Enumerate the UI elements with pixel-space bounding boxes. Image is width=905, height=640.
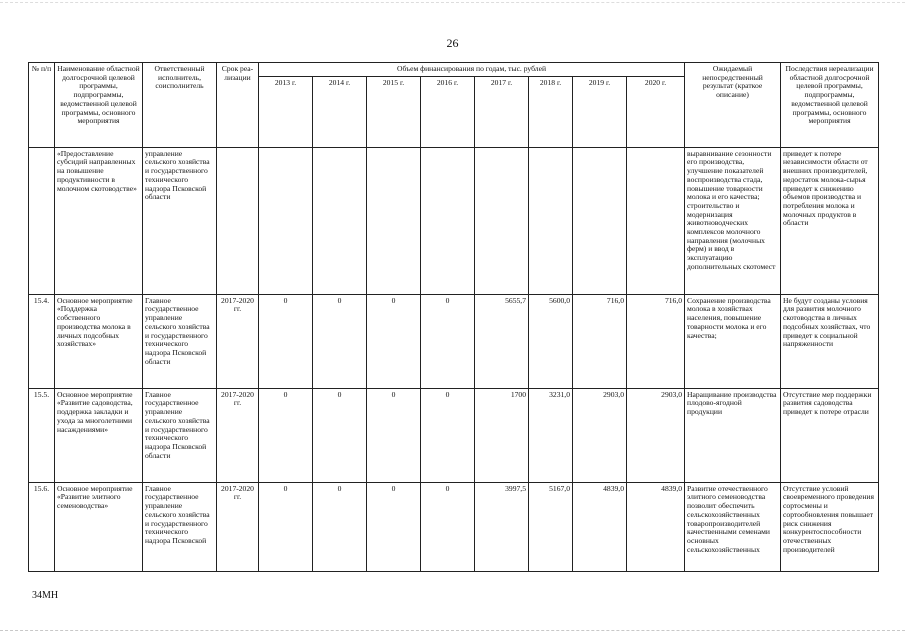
header-funding: Объем финансирования по годам, тыс. рублей [259,63,685,77]
row-value [573,147,627,294]
row-value: 1700 [475,388,529,482]
scan-edge-top [0,2,905,3]
header-year: 2015 г. [367,76,421,147]
header-year: 2014 г. [313,76,367,147]
row-num: 15.4. [29,294,55,388]
header-result: Ожидаемый непосредственный результат (краткое описание) [685,63,781,148]
row-value: 2903,0 [627,388,685,482]
header-consequences: Последствия нереализации областной долгосрочной целевой программы, подпрограммы, ведомственной целевой программы, основного мероприятия [781,63,879,148]
header-term: Срок реа-лизации [217,63,259,148]
page-number: 26 [446,36,459,50]
row-executor: управление сельского хозяйства и государственного технического надзора Псковской области [143,147,217,294]
row-value: 716,0 [573,294,627,388]
row-value [475,147,529,294]
header-name: Наименование областной долгосрочной целевой программы, подпрограммы, ведомственной целевой программы, основного мероприятия [55,63,143,148]
row-value: 0 [367,388,421,482]
row-value: 0 [259,482,313,571]
row-consequences: Отсутствие условий своевременного проведения сортосмены и сортообновления повышает риск снижения конкурентоспособности отечественных производителей [781,482,879,571]
row-name: Основное мероприятие «Развитие садоводства, поддержка закладки и ухода за многолетними насаждениями» [55,388,143,482]
row-value [529,147,573,294]
row-result: Развитие отечественного элитного семеноводства позволит обеспечить сельскохозяйственных товаропроизводителей качественными семенами основных сельскохозяйственных [685,482,781,571]
row-executor: Главное государственное управление сельского хозяйства и государственного технического надзора Псковской области [143,388,217,482]
row-value: 0 [421,294,475,388]
header-year: 2019 г. [573,76,627,147]
header-executor: Ответственный исполнитель, соисполнитель [143,63,217,148]
row-num: 15.6. [29,482,55,571]
row-term [217,147,259,294]
scan-edge-bottom [0,630,905,631]
row-name: «Предоставление субсидий направленных на повышение продуктивности в молочном скотоводстве» [55,147,143,294]
row-value: 0 [367,294,421,388]
row-term: 2017-2020 гг. [217,482,259,571]
table-row [29,294,879,388]
row-value: 5655,7 [475,294,529,388]
row-executor: Главное государственное управление сельского хозяйства и государственного технического надзора Псковской [143,482,217,571]
row-value: 2903,0 [573,388,627,482]
row-value: 5600,0 [529,294,573,388]
row-value: 3997,5 [475,482,529,571]
row-value: 0 [313,482,367,571]
header-year: 2020 г. [627,76,685,147]
funding-table [28,62,879,572]
row-value [421,147,475,294]
row-name: Основное мероприятие «Поддержка собственного производства молока в личных подсобных хозяйствах» [55,294,143,388]
header-year: 2016 г. [421,76,475,147]
header-num: № п/п [29,63,55,148]
header-row [29,63,879,77]
row-value [259,147,313,294]
row-value [313,147,367,294]
footer-document-code: 34МН [32,590,59,601]
row-consequences: Не будут созданы условия для развития молочного скотоводства в личных подсобных хозяйствах, что приведет к социальной напряженности [781,294,879,388]
row-result: Наращивание производства плодово-ягодной продукции [685,388,781,482]
row-value [627,147,685,294]
row-value: 0 [313,294,367,388]
row-value: 0 [259,294,313,388]
row-num: 15.5. [29,388,55,482]
header-year: 2013 г. [259,76,313,147]
row-value: 5167,0 [529,482,573,571]
header-year: 2018 г. [529,76,573,147]
row-value: 0 [259,388,313,482]
row-term: 2017-2020 гг. [217,294,259,388]
row-value: 0 [367,482,421,571]
row-consequences: приведет к потере независимости области от внешних производителей, недостаток молока-сырья приведет к снижению объемов производства и потребления молока и молочных продуктов в области [781,147,879,294]
row-value: 0 [421,482,475,571]
table-row [29,147,879,294]
table-row [29,482,879,571]
row-executor: Главное государственное управление сельского хозяйства и государственного технического надзора Псковской области [143,294,217,388]
row-result: Сохранение производства молока в хозяйствах населения, повышение товарности молока и его качества; [685,294,781,388]
row-value [367,147,421,294]
table-row [29,388,879,482]
row-value: 4839,0 [627,482,685,571]
row-num [29,147,55,294]
row-term: 2017-2020 гг. [217,388,259,482]
row-value: 3231,0 [529,388,573,482]
row-name: Основное мероприятие «Развитие элитного семеноводства» [55,482,143,571]
row-result: выравнивание сезонности его производства, улучшение показателей воспроизводства стада, повышение товарности молока и его качества; строительство и модернизация животноводческих комплексов молочного направления (молочных ферм) и ввод в эксплуатацию дополнительных скотомест [685,147,781,294]
row-value: 4839,0 [573,482,627,571]
row-value: 716,0 [627,294,685,388]
header-year: 2017 г. [475,76,529,147]
row-consequences: Отсутствие мер поддержки развития садоводства приведет к потере отрасли [781,388,879,482]
row-value: 0 [313,388,367,482]
row-value: 0 [421,388,475,482]
